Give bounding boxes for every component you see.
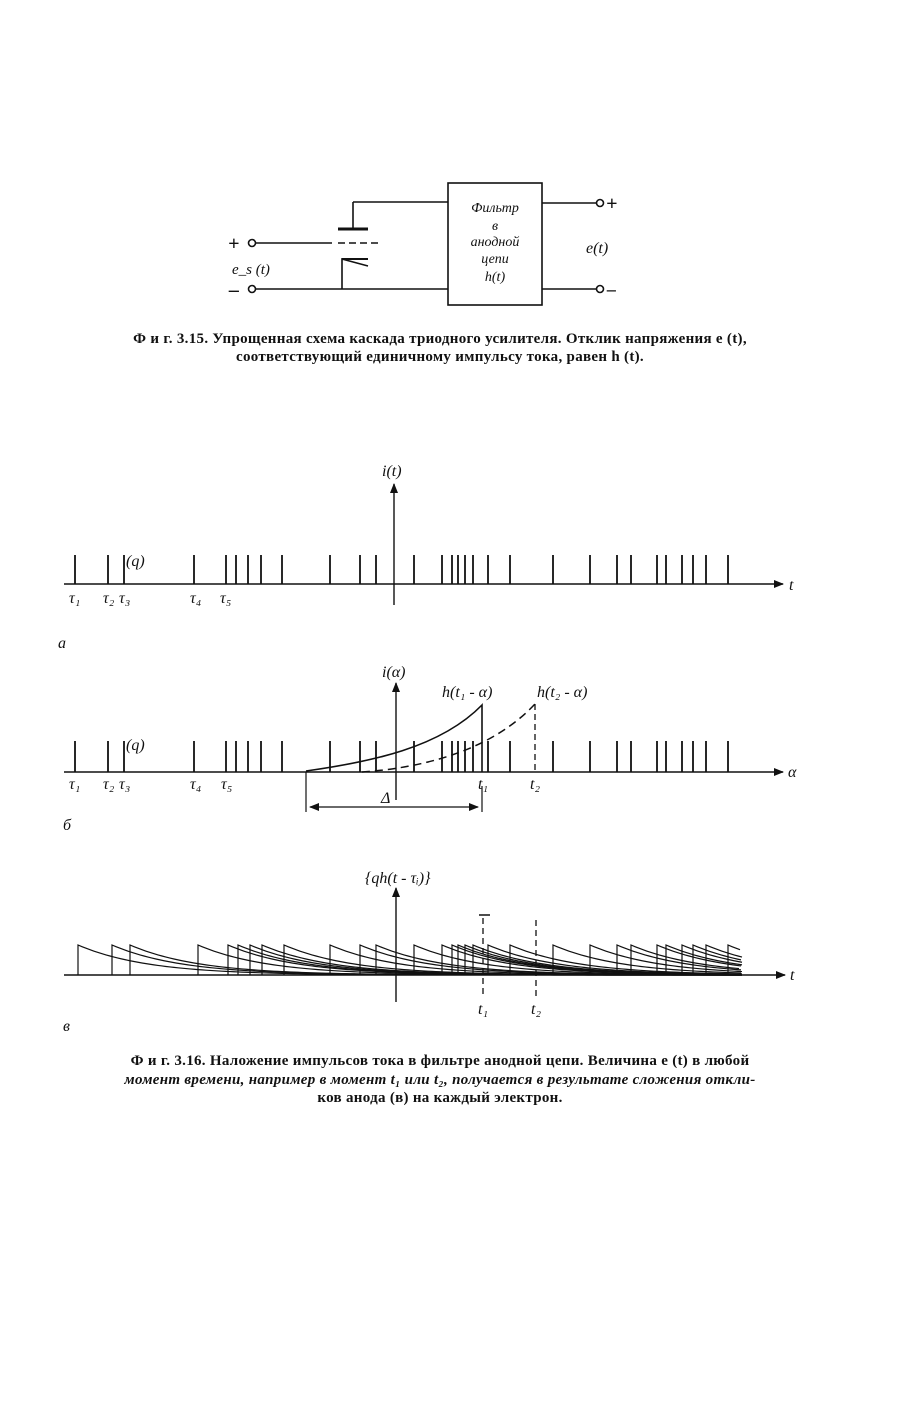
output-minus-terminal <box>597 286 604 293</box>
filter-box-text <box>471 201 520 285</box>
panel-b-tau-3: τ₃ <box>119 776 131 793</box>
panel-b-tau-2: τ₂ <box>103 776 115 793</box>
output-plus-terminal <box>597 200 604 207</box>
panel-a-pulses <box>75 555 728 584</box>
source-label: e_s (t) <box>232 262 270 278</box>
delta-label: Δ <box>381 790 391 807</box>
box-line-3: анодной <box>470 235 520 250</box>
panel-a-tau-1: τ₁ <box>69 590 81 607</box>
box-line-1: Фильтр <box>471 201 519 216</box>
curve-h-t2 <box>362 704 535 772</box>
curve-h-t1-label: h(t₁ - α) <box>442 684 493 701</box>
panel-a-label: а <box>58 635 66 652</box>
input-minus-terminal <box>249 286 256 293</box>
caption-fig-3-16-line-3: ков анода (в) на каждый электрон. <box>317 1090 563 1106</box>
caption-fig-3-16-line-1: Ф и г. 3.16. Наложение импульсов тока в фильтре анодной цепи. Величина e (t) в любой <box>130 1053 750 1069</box>
caption-fig-3-16-line-2: момент времени, например в момент t₁ или t₂, получается в результате сложения откли- <box>124 1072 756 1088</box>
panel-c-responses <box>78 945 742 975</box>
panel-b-t2-label: t₂ <box>530 776 541 793</box>
panel-a-tau-5: τ₅ <box>220 590 232 607</box>
panel-a-y-label: i(t) <box>382 463 402 480</box>
caption-fig-3-15-line-1: Ф и г. 3.15. Упрощенная схема каскада триодного усилителя. Отклик напряжения e (t), <box>133 331 747 347</box>
panel-a-impulse-label: (q) <box>126 553 145 570</box>
output-minus-sign: – <box>607 279 616 299</box>
panel-a <box>58 463 794 652</box>
input-plus-sign: + <box>228 233 240 255</box>
panel-a-tau-2: τ₂ <box>103 590 115 607</box>
curve-h-t1 <box>306 705 482 772</box>
panel-c-t1-label: t₁ <box>478 1001 489 1018</box>
panel-a-x-label: t <box>789 577 794 594</box>
circuit-diagram <box>249 183 604 305</box>
input-plus-terminal <box>249 240 256 247</box>
panel-b <box>63 664 797 834</box>
panel-c-response-19 <box>488 945 740 975</box>
panel-c-t2-label: t₂ <box>531 1001 542 1018</box>
output-label: e(t) <box>586 240 609 257</box>
panel-c-x-label: t <box>790 967 795 984</box>
box-line-2: в <box>491 219 499 234</box>
panel-c <box>63 870 795 1035</box>
panel-a-tau-4: τ₄ <box>190 590 202 607</box>
panel-a-tau-3: τ₃ <box>119 590 131 607</box>
panel-b-y-label: i(α) <box>382 664 406 681</box>
panel-b-x-label: α <box>788 764 797 781</box>
panel-b-label: б <box>63 817 72 834</box>
panel-b-t1-label: t₁ <box>478 776 489 793</box>
box-line-4: цепи <box>481 252 509 267</box>
panel-c-y-label: {qh(t - τᵢ)} <box>365 870 431 887</box>
panel-c-label: в <box>63 1018 70 1035</box>
input-minus-sign: – <box>229 279 239 301</box>
panel-b-tau-1: τ₁ <box>69 776 81 793</box>
panel-b-impulse-label: (q) <box>126 737 145 754</box>
box-line-5: h(t) <box>484 270 506 285</box>
panel-b-tau-4: τ₄ <box>190 776 202 793</box>
caption-fig-3-15-line-2: соответствующий единичному импульсу тока, равен h (t). <box>236 349 644 365</box>
triode-cathode <box>342 259 368 289</box>
panel-b-tau-5: τ₅ <box>221 776 233 793</box>
output-plus-sign: + <box>606 193 618 215</box>
curve-h-t2-label: h(t₂ - α) <box>537 684 588 701</box>
